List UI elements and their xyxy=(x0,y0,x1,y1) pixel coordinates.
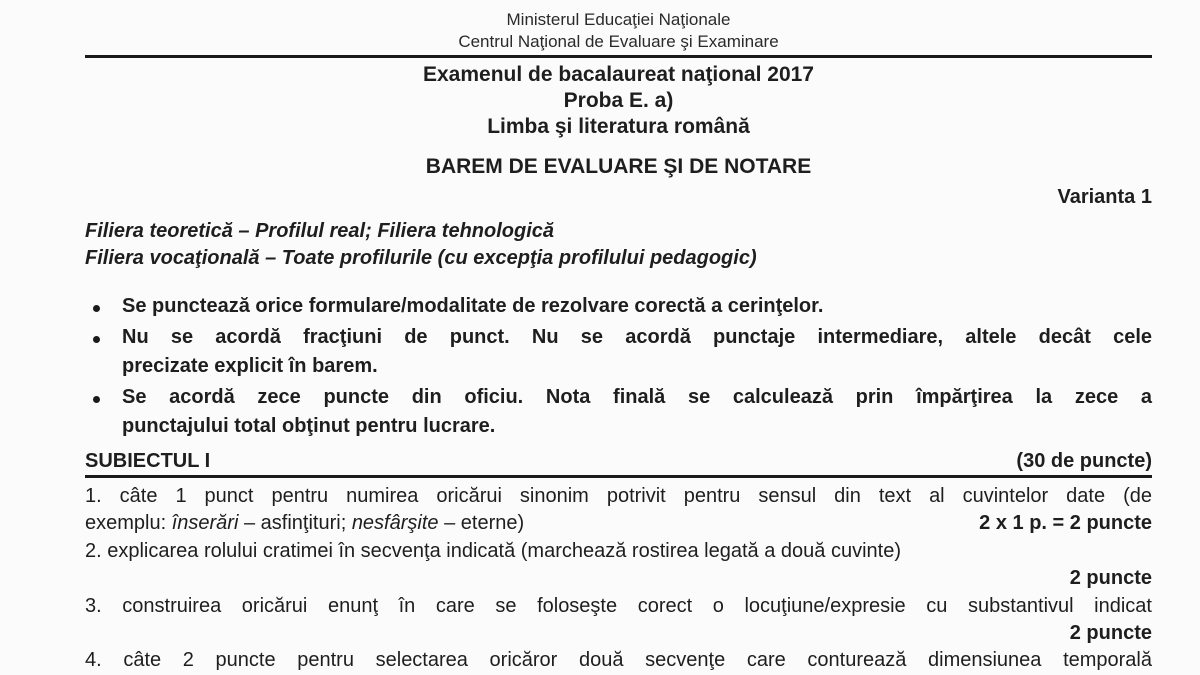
filiera-block xyxy=(85,218,1152,272)
section-title: SUBIECTUL I xyxy=(85,450,211,472)
bullet-dot-icon xyxy=(93,396,100,403)
rule-item-1-text: Se punctează orice formulare/modalitate de rezolvare corectă a cerinţelor. xyxy=(122,295,824,317)
evaluation-center-line: Centrul Naţional de Evaluare şi Examinare xyxy=(458,32,779,51)
item-3-score: 2 puncte xyxy=(1069,622,1152,645)
item-2-score: 2 puncte xyxy=(1069,567,1152,590)
barem-title: BAREM DE EVALUARE ŞI DE NOTARE xyxy=(425,155,812,178)
item-1-text-part: – asfinţituri; xyxy=(238,512,352,535)
rule-item-1 xyxy=(85,292,1152,321)
item-1-line-2 xyxy=(85,510,1152,537)
filiera-line-1: Filiera teoretică – Profilul real; Filiera tehnologică xyxy=(85,220,555,242)
rule-item-2-line-2: precizate explicit în barem. xyxy=(122,355,378,377)
ministry-line: Ministerul Educaţiei Naţionale xyxy=(506,10,731,29)
rule-item-2-line-1: Nu se acordă fracţiuni de punct. Nu se acordă punctaje intermediare, altele decât cele xyxy=(122,326,1152,348)
rule-item-3-line-1: Se acordă zece puncte din oficiu. Nota finală se calculează prin împărţirea la zece a xyxy=(122,386,1152,408)
item-3-line-1: 3. construirea oricărui enunţ în care se foloseşte corect o locuţiune/expresie cu substantivul indicat xyxy=(85,594,1152,617)
rule-item-3-line-2: punctajului total obţinut pentru lucrare. xyxy=(122,415,496,437)
item-1-line-1: 1. câte 1 punct pentru numirea oricărui sinonim potrivit pentru sensul din text al cuvintelor date (de xyxy=(85,485,1152,507)
exam-title: Examenul de bacalaureat naţional 2017 xyxy=(422,63,814,86)
general-rules-list xyxy=(85,292,1152,441)
header-divider xyxy=(85,55,1152,58)
rule-item-3 xyxy=(85,383,1152,441)
subject-line: Limba şi literatura română xyxy=(487,115,750,138)
filiera-line-2: Filiera vocaţională – Toate profilurile (cu excepţia profilului pedagogic) xyxy=(85,247,757,269)
bullet-icon xyxy=(85,323,122,381)
rule-item-2 xyxy=(85,323,1152,381)
bullet-icon xyxy=(85,292,122,321)
item-4-line-1: 4. câte 2 puncte pentru selectarea oricăror două secvenţe care conturează dimensiunea temporală xyxy=(85,649,1152,672)
rule-item-3-text xyxy=(122,383,1152,441)
item-1-text-part: – eterne) xyxy=(438,512,525,535)
section-header xyxy=(85,448,1152,478)
item-1-line-2-text xyxy=(85,510,524,537)
bullet-icon xyxy=(85,383,122,441)
variant-label: Varianta 1 xyxy=(1057,186,1152,208)
title-block xyxy=(85,62,1152,140)
proba-line: Proba E. a) xyxy=(563,89,674,112)
item-1-score: 2 x 1 p. = 2 puncte xyxy=(979,512,1152,535)
rule-item-2-text xyxy=(122,323,1152,381)
document-header xyxy=(85,9,1152,53)
section-points: (30 de puncte) xyxy=(1016,450,1152,472)
item-2-line-1: 2. explicarea rolului cratimei în secvenţa indicată (marchează rostirea legată a două cuvinte) xyxy=(85,539,901,562)
subject-items xyxy=(85,483,1152,675)
item-1-italic-word: nesfârşite xyxy=(351,512,439,535)
bullet-dot-icon xyxy=(93,305,100,312)
item-1-italic-word: înserări xyxy=(171,512,239,535)
item-1-text-part: exemplu: xyxy=(85,512,172,535)
bullet-dot-icon xyxy=(93,336,100,343)
